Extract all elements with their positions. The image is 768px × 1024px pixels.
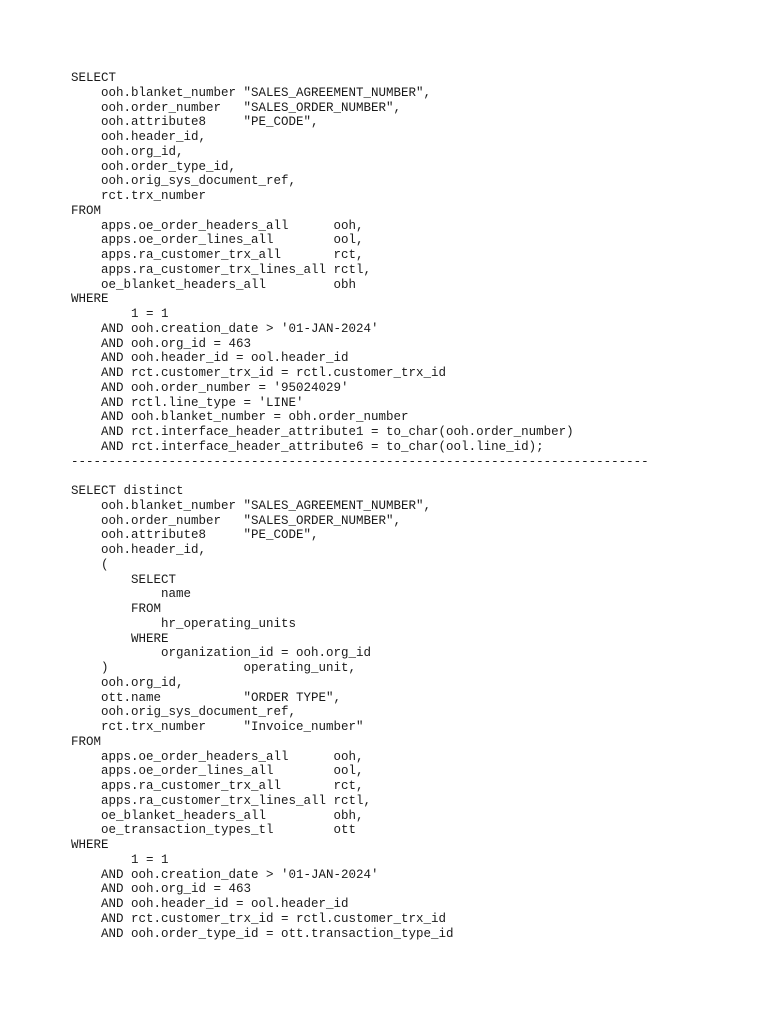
code-line: hr_operating_units [71, 616, 297, 631]
code-line: AND ooh.org_id = 463 [71, 882, 252, 897]
code-line: WHERE [71, 631, 169, 646]
code-line: ooh.orig_sys_document_ref, [71, 705, 297, 720]
code-line: SELECT distinct [71, 484, 184, 498]
code-line: apps.oe_order_headers_all ooh, [71, 218, 364, 233]
code-line: FROM [71, 602, 162, 616]
code-line: AND rctl.line_type = 'LINE' [71, 395, 304, 410]
code-line: ooh.order_number "SALES_ORDER_NUMBER", [71, 513, 402, 528]
code-line: oe_transaction_types_tl ott [71, 823, 357, 838]
code-line: apps.oe_order_lines_all ool, [71, 764, 364, 779]
code-line: apps.ra_customer_trx_lines_all rctl, [71, 262, 372, 277]
code-line: AND ooh.header_id = ool.header_id [71, 897, 349, 911]
code-line: ott.name "ORDER TYPE", [71, 690, 342, 705]
code-line [71, 469, 649, 484]
code-line: ooh.attribute8 "PE_CODE", [71, 115, 319, 130]
code-line: ooh.attribute8 "PE_CODE", [71, 528, 319, 543]
code-line: oe_blanket_headers_all obh, [71, 808, 364, 823]
code-line: rct.trx_number "Invoice_number" [71, 720, 364, 734]
code-line: ooh.blanket_number "SALES_AGREEMENT_NUMBER", [71, 85, 432, 100]
code-line: ooh.org_id, [71, 675, 184, 690]
code-line: rct.trx_number [71, 189, 207, 203]
code-line: AND rct.interface_header_attribute6 = to_char(ool.line_id); [71, 439, 544, 454]
code-line: WHERE [71, 292, 109, 307]
code-line: apps.oe_order_lines_all ool, [71, 233, 364, 248]
code-line: ooh.header_id, [71, 130, 207, 144]
code-line: ooh.blanket_number "SALES_AGREEMENT_NUMBER", [71, 498, 432, 513]
code-line: AND ooh.header_id = ool.header_id [71, 351, 349, 366]
code-line: FROM [71, 203, 102, 218]
code-line: name [71, 587, 192, 602]
code-line: ooh.order_number "SALES_ORDER_NUMBER", [71, 100, 402, 115]
code-line: ----------------------------------------------------------------------------- [71, 454, 649, 469]
code-line: ooh.header_id, [71, 543, 207, 557]
code-line: ooh.order_type_id, [71, 159, 237, 174]
code-line: AND ooh.creation_date > '01-JAN-2024' [71, 321, 379, 336]
code-line: apps.oe_order_headers_all ooh, [71, 749, 364, 764]
code-line: organization_id = ooh.org_id [71, 646, 372, 661]
code-line: AND ooh.blanket_number = obh.order_number [71, 410, 409, 425]
code-line: SELECT [71, 572, 177, 587]
code-line: FROM [71, 734, 102, 749]
code-line: ooh.org_id, [71, 144, 184, 159]
code-line: apps.ra_customer_trx_lines_all rctl, [71, 793, 372, 808]
code-line: apps.ra_customer_trx_all rct, [71, 779, 364, 793]
code-line: AND rct.customer_trx_id = rctl.customer_trx_id [71, 366, 447, 380]
code-line: apps.ra_customer_trx_all rct, [71, 248, 364, 262]
code-line: AND ooh.order_type_id = ott.transaction_type_id [71, 926, 454, 941]
code-line: 1 = 1 [71, 307, 169, 321]
code-line: 1 = 1 [71, 852, 169, 867]
code-line: AND rct.interface_header_attribute1 = to_char(ooh.order_number) [71, 425, 574, 439]
code-line: AND ooh.creation_date > '01-JAN-2024' [71, 867, 379, 882]
code-line: AND ooh.order_number = '95024029' [71, 380, 349, 395]
code-line: ooh.orig_sys_document_ref, [71, 174, 297, 189]
code-line: ( [71, 557, 109, 572]
code-line: AND rct.customer_trx_id = rctl.customer_trx_id [71, 911, 447, 926]
code-line: SELECT [71, 71, 117, 85]
sql-code-block [71, 71, 649, 941]
code-line: AND ooh.org_id = 463 [71, 336, 252, 351]
code-line: ) operating_unit, [71, 661, 357, 675]
code-line: oe_blanket_headers_all obh [71, 277, 357, 292]
code-line: WHERE [71, 838, 109, 852]
